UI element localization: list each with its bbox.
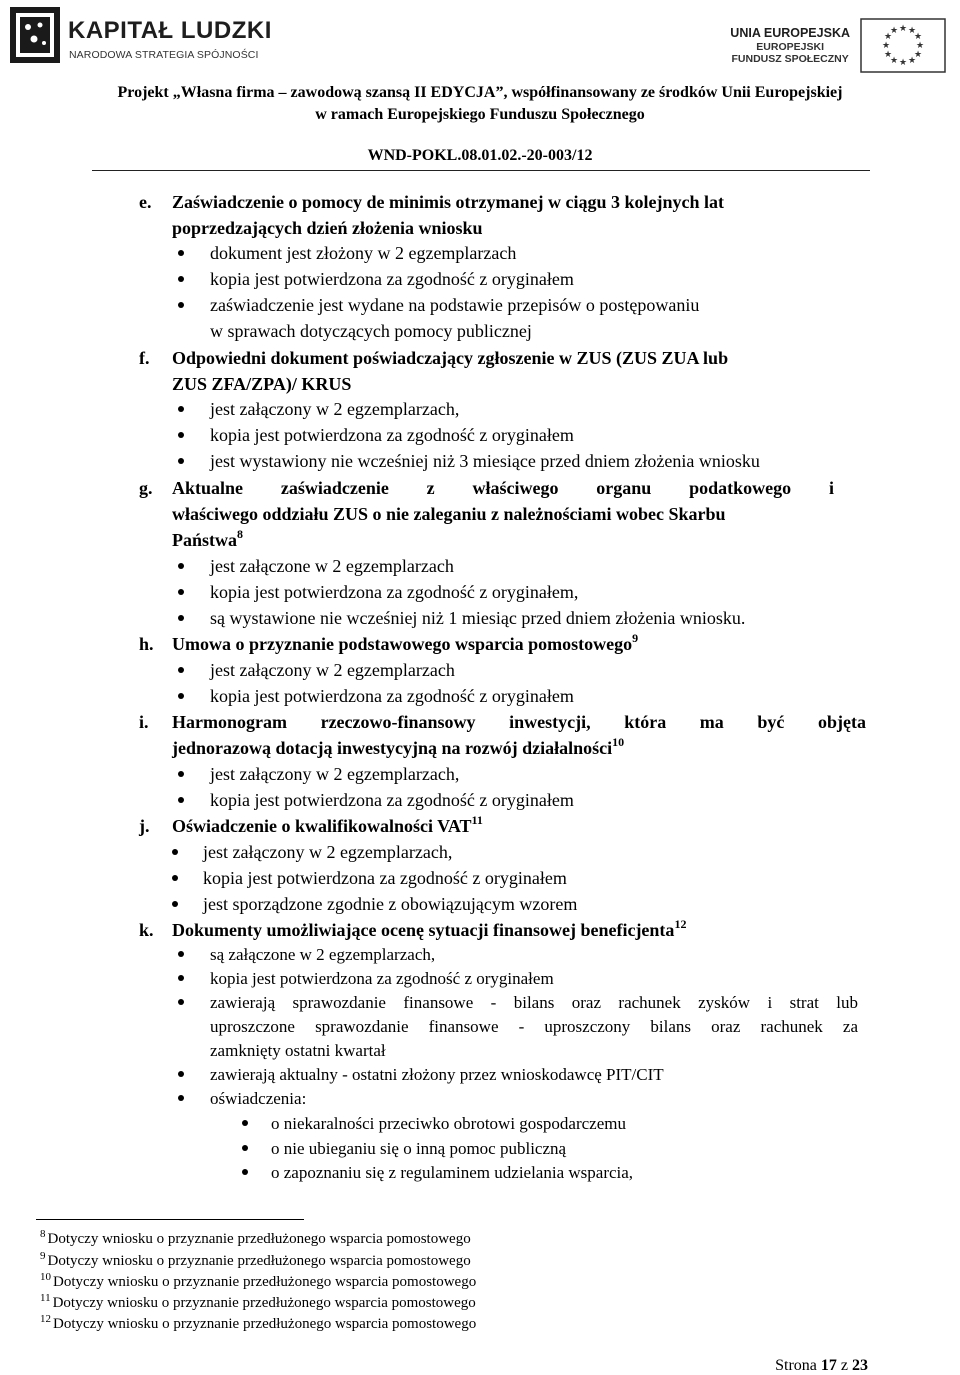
bullet-icon (178, 1095, 184, 1101)
svg-text:★: ★ (883, 50, 893, 60)
svg-text:★: ★ (913, 32, 923, 42)
section-j-bullet: kopia jest potwierdzona za zgodność z oryginałem (203, 868, 567, 888)
section-h-bullet: kopia jest potwierdzona za zgodność z oryginałem (210, 686, 574, 706)
footnote-ref-9: 9 (632, 631, 639, 645)
section-e-bullet: zaświadczenie jest wydane na podstawie przepisów o postępowaniu (210, 295, 700, 315)
section-e-bullet-cont: w sprawach dotyczących pomocy publicznej (210, 321, 532, 341)
section-e-title-line1: Zaświadczenie o pomocy de minimis otrzymanej w ciągu 3 kolejnych lat (172, 192, 724, 212)
footnote-10: $^{10}$ Dotyczy wniosku o przyznanie przedłużonego wsparcia pomostowego (40, 1271, 477, 1290)
section-i-title-line1: Harmonogram rzeczowo-finansowy inwestycji, która ma być objęta (172, 712, 866, 732)
svg-text:★: ★ (898, 58, 908, 68)
section-g-letter: g. (139, 478, 153, 498)
section-h-letter: h. (139, 634, 154, 654)
section-k-letter: k. (139, 920, 154, 940)
kapital-ludzki-title: KAPITAŁ LUDZKI (68, 17, 272, 44)
section-f-title-line1: Odpowiedni dokument poświadczający zgłoszenie w ZUS (ZUS ZUA lub (172, 348, 729, 368)
footnote-8: $^8$ Dotyczy wniosku o przyznanie przedłużonego wsparcia pomostowego (40, 1228, 471, 1247)
section-i-bullet: jest załączony w 2 egzemplarzach, (210, 764, 460, 784)
page-current: 17 (820, 1357, 837, 1374)
footnote-ref-10: 10 (612, 735, 625, 749)
section-e-bullet: kopia jest potwierdzona za zgodność z oryginałem (210, 269, 574, 289)
section-k-bullet: kopia jest potwierdzona za zgodność z oryginałem (210, 969, 554, 988)
section-j-bullet: jest załączony w 2 egzemplarzach, (203, 842, 453, 862)
svg-text:★: ★ (898, 24, 908, 34)
bullet-icon (178, 1071, 184, 1077)
svg-text:★: ★ (889, 56, 899, 66)
section-f-bullet: kopia jest potwierdzona za zgodność z oryginałem (210, 425, 574, 445)
svg-text:★: ★ (913, 50, 923, 60)
bullet-icon (172, 901, 178, 907)
footnote-ref-8: 8 (237, 527, 244, 541)
project-code: WND-POKL.08.01.02.-20-003/12 (367, 147, 593, 164)
bullet-icon (178, 975, 184, 981)
bullet-icon (172, 875, 178, 881)
eu-logo-line3: FUNDUSZ SPOŁECZNY (731, 53, 849, 65)
section-k-sub-bullet: o zapoznaniu się z regulaminem udzielania wsparcia, (271, 1163, 634, 1182)
section-g-bullet: są wystawione nie wcześniej niż 1 miesiąc przed dniem złożenia wniosku. (210, 608, 746, 628)
section-k-sub-bullet: o nie ubieganiu się o inną pomoc publiczną (271, 1139, 567, 1158)
page-sep: z (840, 1357, 848, 1374)
section-f-title-line2: ZUS ZFA/ZPA)/ KRUS (172, 374, 352, 394)
kapital-ludzki-logo (6, 5, 272, 67)
svg-text:★: ★ (907, 56, 917, 66)
kapital-ludzki-subtitle: NARODOWA STRATEGIA SPÓJNOŚCI (69, 49, 259, 61)
bullet-icon (172, 849, 178, 855)
bullet-icon (178, 563, 184, 569)
svg-text:★: ★ (881, 41, 891, 51)
eu-flag-icon (860, 18, 946, 73)
footnote-12: $^{12}$ Dotyczy wniosku o przyznanie przedłużonego wsparcia pomostowego (40, 1313, 477, 1332)
section-f-bullet: jest wystawiony nie wcześniej niż 3 miesiące przed dniem złożenia wniosku (210, 451, 760, 471)
project-title-line1: Projekt „Własna firma – zawodową szansą II EDYCJA”, współfinansowany ze środków Unii Europejskiej (117, 84, 843, 101)
section-k-bullet: zawierają aktualny - ostatni złożony przez wnioskodawcę PIT/CIT (210, 1065, 664, 1084)
section-g-bullet: kopia jest potwierdzona za zgodność z oryginałem, (210, 582, 579, 602)
section-g-title-line2: właściwego oddziału ZUS o nie zaleganiu z należnościami wobec Skarbu (172, 504, 726, 524)
section-g-title-line3: Państwa (172, 530, 238, 550)
bullet-icon (178, 667, 184, 673)
footnote-11: $^{11}$ Dotyczy wniosku o przyznanie przedłużonego wsparcia pomostowego (40, 1292, 476, 1311)
bullet-icon (178, 276, 184, 282)
section-i-bullet: kopia jest potwierdzona za zgodność z oryginałem (210, 790, 574, 810)
section-k-title: Dokumenty umożliwiające ocenę sytuacji finansowej beneficjenta (172, 920, 675, 940)
bullet-icon (242, 1145, 248, 1151)
section-e-letter: e. (139, 192, 152, 212)
section-k-bullet-cont: zamknięty ostatni kwartał (210, 1041, 386, 1060)
eu-logo-line1: UNIA EUROPEJSKA (730, 26, 850, 40)
bullet-icon (178, 250, 184, 256)
bullet-icon (178, 589, 184, 595)
bullet-icon (178, 302, 184, 308)
bullet-icon (242, 1120, 248, 1126)
section-f-bullet: jest załączony w 2 egzemplarzach, (210, 399, 460, 419)
footnote-9: $^9$ Dotyczy wniosku o przyznanie przedłużonego wsparcia pomostowego (40, 1250, 471, 1269)
svg-text:★: ★ (883, 32, 893, 42)
section-k-bullet: zawierają sprawozdanie finansowe - bilans oraz rachunek zysków i strat lub (210, 993, 858, 1012)
section-k-bullet: są załączone w 2 egzemplarzach, (210, 945, 436, 964)
section-i-letter: i. (139, 712, 149, 732)
project-title-line2: w ramach Europejskiego Funduszu Społecznego (315, 106, 645, 123)
svg-text:★: ★ (889, 26, 899, 36)
section-e-bullet: dokument jest złożony w 2 egzemplarzach (210, 243, 517, 263)
section-i-title-line2: jednorazową dotacją inwestycyjną na rozwój działalności (172, 738, 613, 758)
bullet-icon (178, 458, 184, 464)
section-k-bullet-cont: uproszczone sprawozdanie finansowe - uproszczony bilans oraz rachunek za (210, 1017, 858, 1036)
footnote-divider (36, 1219, 304, 1220)
kapital-ludzki-emblem-icon (6, 5, 62, 65)
section-g-title-line1: Aktualne zaświadczenie z właściwego organu podatkowego i (172, 478, 834, 498)
bullet-icon (178, 693, 184, 699)
bullet-icon (178, 999, 184, 1005)
section-h-title: Umowa o przyznanie podstawowego wsparcia pomostowego (172, 634, 633, 654)
page-label: Strona (775, 1357, 817, 1374)
svg-text:★: ★ (907, 26, 917, 36)
bullet-icon (178, 615, 184, 621)
bullet-icon (242, 1169, 248, 1175)
bullet-icon (178, 432, 184, 438)
page-number (775, 1357, 868, 1375)
svg-text:★: ★ (915, 41, 925, 51)
eu-logo-line2: EUROPEJSKI (756, 41, 824, 53)
footnote-ref-11: 11 (471, 813, 483, 827)
section-k-bullet: oświadczenia: (210, 1089, 307, 1108)
section-j-bullet: jest sporządzone zgodnie z obowiązującym wzorem (203, 894, 578, 914)
bullet-icon (178, 771, 184, 777)
section-e-title-line2: poprzedzających dzień złożenia wniosku (172, 218, 483, 238)
section-k-sub-bullet: o niekaralności przeciwko obrotowi gospodarczemu (271, 1114, 626, 1133)
bullet-icon (178, 951, 184, 957)
header-divider (92, 170, 870, 171)
section-g-bullet: jest załączone w 2 egzemplarzach (210, 556, 454, 576)
section-j-letter: j. (139, 816, 150, 836)
section-j-title: Oświadczenie o kwalifikowalności VAT (172, 816, 472, 836)
eu-logo (686, 18, 946, 70)
page-total: 23 (852, 1357, 868, 1374)
section-h-bullet: jest załączony w 2 egzemplarzach (210, 660, 455, 680)
footnote-ref-12: 12 (674, 917, 687, 931)
bullet-icon (178, 797, 184, 803)
section-f-letter: f. (139, 348, 150, 368)
bullet-icon (178, 406, 184, 412)
